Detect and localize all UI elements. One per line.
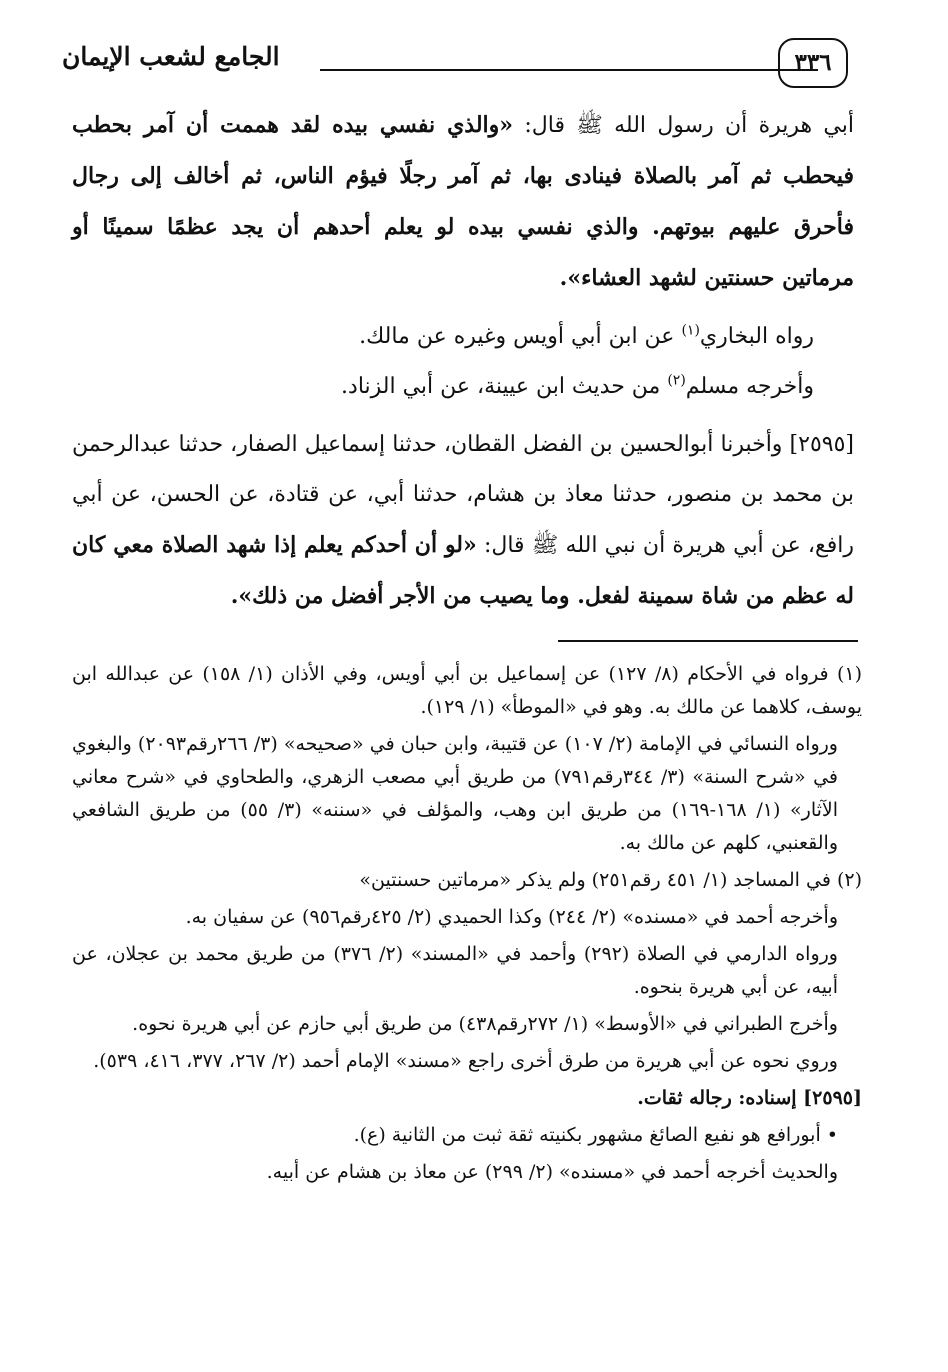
page-header	[48, 30, 848, 90]
text-segment: من حديث ابن عيينة، عن أبي الزناد.	[341, 374, 668, 399]
text-segment: وأخرجه مسلم	[685, 374, 814, 399]
footnote-2-continued: وأخرجه أحمد في «مسنده» (٢/ ٢٤٤) وكذا الحميدي (٢/ ٤٢٥رقم٩٥٦) عن سفيان به.	[185, 906, 838, 928]
footnote-separator	[558, 640, 858, 642]
footnote-2-continued: ورواه الدارمي في الصلاة (٢٩٢) وأحمد في «المسند» (٢/ ٣٧٦) من طريق محمد بن عجلان، عن أبيه، عن أبي هريرة بنحوه.	[72, 943, 838, 998]
footnote-1: (١) فرواه في الأحكام (٨/ ١٢٧) عن إسماعيل بن أبي أويس، وفي الأذان (١/ ١٥٨) عن عبدالله ابن يوسف، كلاهما عن مالك به. وهو في «الموطأ» (١/ ١٢٩).	[72, 663, 862, 718]
main-text	[72, 100, 854, 622]
footnote-ref-2[interactable]: (٢)	[667, 372, 686, 389]
text-segment: عن ابن أبي أويس وغيره عن مالك.	[359, 324, 682, 349]
paragraph-hadith-1	[72, 100, 854, 304]
hadith-quote: «والذي نفسي بيده لقد هممت أن آمر بحطب فيحطب ثم آمر بالصلاة فينادى بها، ثم آمر رجلًا فيؤم الناس، ثم أخالف إلى رجال فأحرق عليهم بيوتهم. والذي نفسي بيده لو يعلم أحدهم أن يجد عظمًا سمينًا أو مرماتين حسنتين لشهد العشاء».	[72, 112, 854, 291]
footnote-2: (٢) في المساجد (١/ ٤٥١ رقم٢٥١) ولم يذكر «مرماتين حسنتين»	[359, 869, 862, 891]
hadith-quote: «لو أن أحدكم يعلم إذا شهد الصلاة معي كان له عظم من شاة سمينة لفعل. وما يصيب من الأجر أفضل من ذلك».	[72, 532, 854, 609]
footnote-2-continued: وروي نحوه عن أبي هريرة من طرق أخرى راجع «مسند» الإمام أحمد (٢/ ٢٦٧، ٣٧٧، ٤١٦، ٥٣٩).	[93, 1050, 838, 1072]
footnotes	[72, 658, 862, 1193]
footnote-2-continued: وأخرج الطبراني في «الأوسط» (١/ ٢٧٢رقم٤٣٨) من طريق أبي حازم عن أبي هريرة نحوه.	[132, 1013, 838, 1035]
running-title: الجامع لشعب الإيمان	[62, 42, 280, 71]
footnote-2595-continued: • أبورافع هو نفيع الصائغ مشهور بكنيته ثقة ثبت من الثانية (ع).	[353, 1124, 838, 1146]
footnote-2595-continued: والحديث أخرجه أحمد في «مسنده» (٢/ ٢٩٩) عن معاذ بن هشام عن أبيه.	[266, 1161, 838, 1183]
paragraph-muslim	[72, 362, 854, 412]
isnad-grade: إسناده: رجاله ثقات.	[637, 1087, 804, 1109]
text-segment: رواه البخاري	[699, 324, 814, 349]
paragraph-lead: أبي هريرة أن رسول الله ﷺ قال:	[513, 113, 854, 138]
footnote-1-continued: ورواه النسائي في الإمامة (٢/ ١٠٧) عن قتيبة، وابن حبان في «صحيحه» (٣/ ٢٦٦رقم٢٠٩٣) والبغوي في «شرح السنة» (٣/ ٣٤٤رقم٧٩١) من طريق أبي مصعب الزهري، والطحاوي في «شرح معاني الآثار» (١/ ١٦٨-١٦٩) من طريق ابن وهب، والمؤلف في «سننه» (٣/ ٥٥) من طريق الشافعي والقعنبي، كلهم عن مالك به.	[72, 733, 839, 854]
hadith-number: [٢٥٩٥]	[803, 1087, 862, 1109]
footnote-2595	[72, 1082, 862, 1115]
footnote-ref-1[interactable]: (١)	[681, 322, 700, 339]
paragraph-bukhari	[72, 312, 854, 362]
paragraph-hadith-2595	[72, 420, 854, 622]
hadith-number: [٢٥٩٥]	[789, 432, 854, 457]
page-number: ٣٣٦	[778, 38, 848, 88]
isnad-text: وأخبرنا أبوالحسين بن الفضل القطان، حدثنا إسماعيل الصفار، حدثنا عبدالرحمن بن محمد بن منصور، حدثنا معاذ بن هشام، حدثنا أبي، عن قتادة، عن الحسن، عن أبي رافع، عن أبي هريرة أن نبي الله ﷺ قال:	[72, 432, 854, 558]
header-rule	[320, 69, 818, 71]
